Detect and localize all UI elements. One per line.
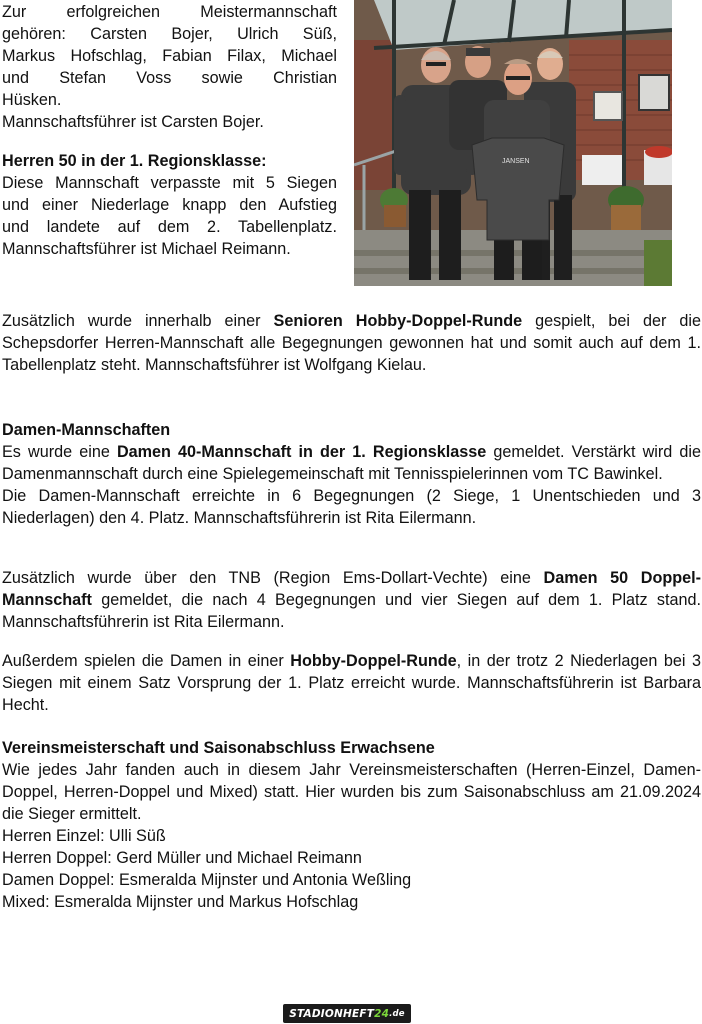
damen-paragraph-2: Die Damen-Mannschaft erreichte in 6 Begegnungen (2 Siege, 1 Unentschieden und 3 Niederlagen) den 4. Platz. Mannschaftsführerin ist Rita Eilermann.	[2, 487, 701, 527]
hobby-bold: Hobby-Doppel-Runde	[290, 652, 457, 670]
herren50-heading: Herren 50 in der 1. Regionsklasse:	[2, 152, 267, 170]
herren50-line: Diese Mannschaft verpasste mit 5 Siegen	[2, 174, 337, 192]
team-photo-illustration	[354, 0, 672, 286]
damen-p1-before: Es wurde eine	[2, 443, 117, 461]
hobby-text-before: Außerdem spielen die Damen in einer	[2, 652, 291, 670]
team-members-paragraph	[2, 1, 337, 133]
verein-heading: Vereinsmeisterschaft und Saisonabschluss Erwachsene	[2, 739, 435, 757]
result-line: Herren Doppel: Gerd Müller und Michael Reimann	[2, 849, 362, 867]
senioren-paragraph	[2, 310, 701, 376]
intro-line: Zur erfolgreichen Meistermannschaft	[2, 3, 337, 21]
intro-captain: Mannschaftsführer ist Carsten Bojer.	[2, 113, 264, 131]
hobby-text-after: , in der trotz 2 Niederlagen bei 3 Siegen mit einem Satz Vorsprung der 1. Platz erreicht wurde. Mannschaftsführerin ist Barbara Hecht.	[2, 652, 702, 714]
intro-line: und Stefan Voss sowie Christian	[2, 69, 337, 87]
damen-p1-bold: Damen 40-Mannschaft in der 1. Regionsklasse	[116, 443, 487, 461]
logo-part-2: 24	[374, 1007, 390, 1020]
hobby-paragraph	[2, 650, 701, 716]
team-photo	[354, 0, 672, 286]
herren50-line: und landete auf dem 2. Tabellenplatz.	[2, 218, 337, 236]
logo-part-1: STADIONHEFT	[289, 1007, 375, 1020]
shirt-print: JANSEN	[502, 158, 530, 165]
senioren-bold: Senioren Hobby-Doppel-Runde	[273, 312, 523, 330]
tnb-text-after: gemeldet, die nach 4 Begegnungen und vier Siegen auf dem 1. Platz stand. Mannschaftsführerin ist Rita Eilermann.	[2, 591, 701, 631]
vereinsmeisterschaft-section	[2, 737, 701, 913]
damen-heading: Damen-Mannschaften	[2, 421, 171, 439]
result-line: Herren Einzel: Ulli Süß	[2, 827, 166, 845]
logo-part-3: .de	[389, 1008, 405, 1019]
result-line: Damen Doppel: Esmeralda Mijnster und Antonia Weßling	[2, 871, 412, 889]
tnb-bold: Damen 50 Doppel-Mannschaft	[2, 569, 701, 609]
verein-text: Wie jedes Jahr fanden auch in diesem Jahr Vereinsmeisterschaften (Herren-Einzel, Damen-Doppel, Herren-Doppel und Mixed) statt. Hier wurden bis zum Saisonabschluss am 21.09.2024 die Sieger ermittelt.	[2, 761, 701, 823]
intro-line: Markus Hofschlag, Fabian Filax, Michael	[2, 47, 337, 65]
intro-line: Hüsken.	[2, 91, 62, 109]
damen-paragraph-1	[2, 441, 701, 485]
tnb-paragraph	[2, 567, 701, 633]
intro-line: gehören: Carsten Bojer, Ulrich Süß,	[2, 25, 337, 43]
herren50-line: Mannschaftsführer ist Michael Reimann.	[2, 240, 291, 258]
damen-p1-after: gemeldet. Verstärkt wird die Damenmannschaft durch eine Spielegemeinschaft mit Tennisspielerinnen vom TC Bawinkel.	[2, 443, 701, 483]
herren50-section	[2, 150, 337, 260]
senioren-text-after: gespielt, bei der die Schepsdorfer Herren-Mannschaft alle Begegnungen gewonnen hat und somit auch auf dem 1. Tabellenplatz steht. Mannschaftsführer ist Wolfgang Kielau.	[2, 312, 702, 374]
damen-section	[2, 419, 701, 529]
tnb-text-before: Zusätzlich wurde über den TNB (Region Ems-Dollart-Vechte) eine	[2, 569, 544, 587]
senioren-text-before: Zusätzlich wurde innerhalb einer	[2, 312, 274, 330]
herren50-line: und einer Niederlage knapp den Aufstieg	[2, 196, 337, 214]
result-line: Mixed: Esmeralda Mijnster und Markus Hofschlag	[2, 893, 359, 911]
stadionheft-logo	[283, 1004, 411, 1023]
